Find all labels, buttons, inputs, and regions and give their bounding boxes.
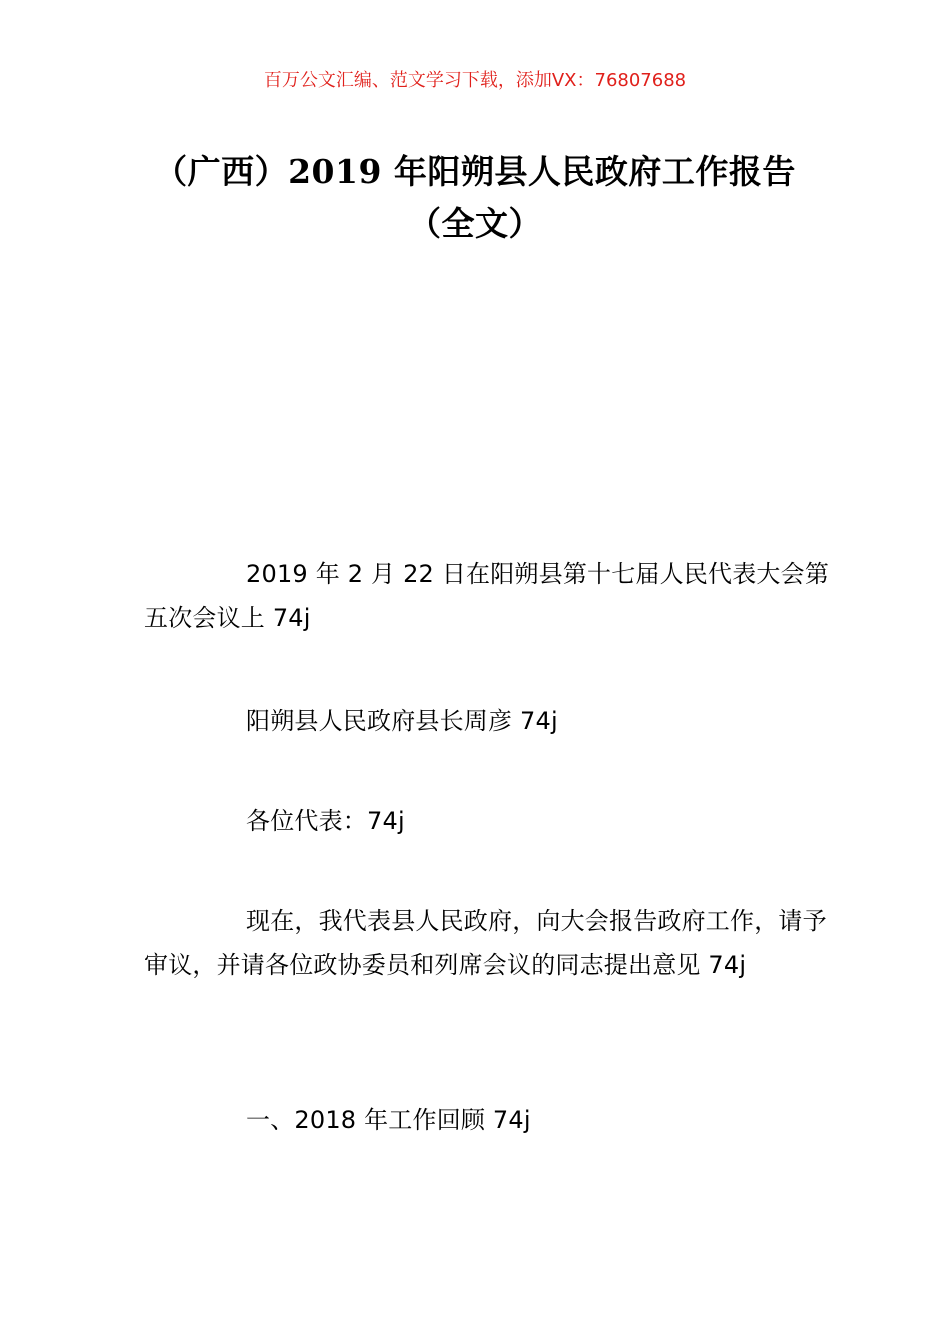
title-line-2: （全文） xyxy=(408,204,542,243)
paragraph-salutation: 各位代表：74j xyxy=(246,807,405,835)
paragraph-speaker: 阳朔县人民政府县长周彦 74j xyxy=(246,707,558,735)
title-line-1: （广西）2019 年阳朔县人民政府工作报告 xyxy=(154,152,796,191)
header-note: 百万公文汇编、范文学习下载，添加VX：76807688 xyxy=(263,70,687,91)
paragraph-meeting-date: 2019 年 2 月 22 日在阳朔县第十七届人民代表大会第五次会议上 74j xyxy=(144,560,830,632)
paragraph-intro: 现在，我代表县人民政府，向大会报告政府工作，请予审议，并请各位政协委员和列席会议的同志提出意见 74j xyxy=(144,907,827,979)
document-title xyxy=(120,146,830,250)
section-heading-review: 一、2018 年工作回顾 74j xyxy=(246,1106,531,1134)
